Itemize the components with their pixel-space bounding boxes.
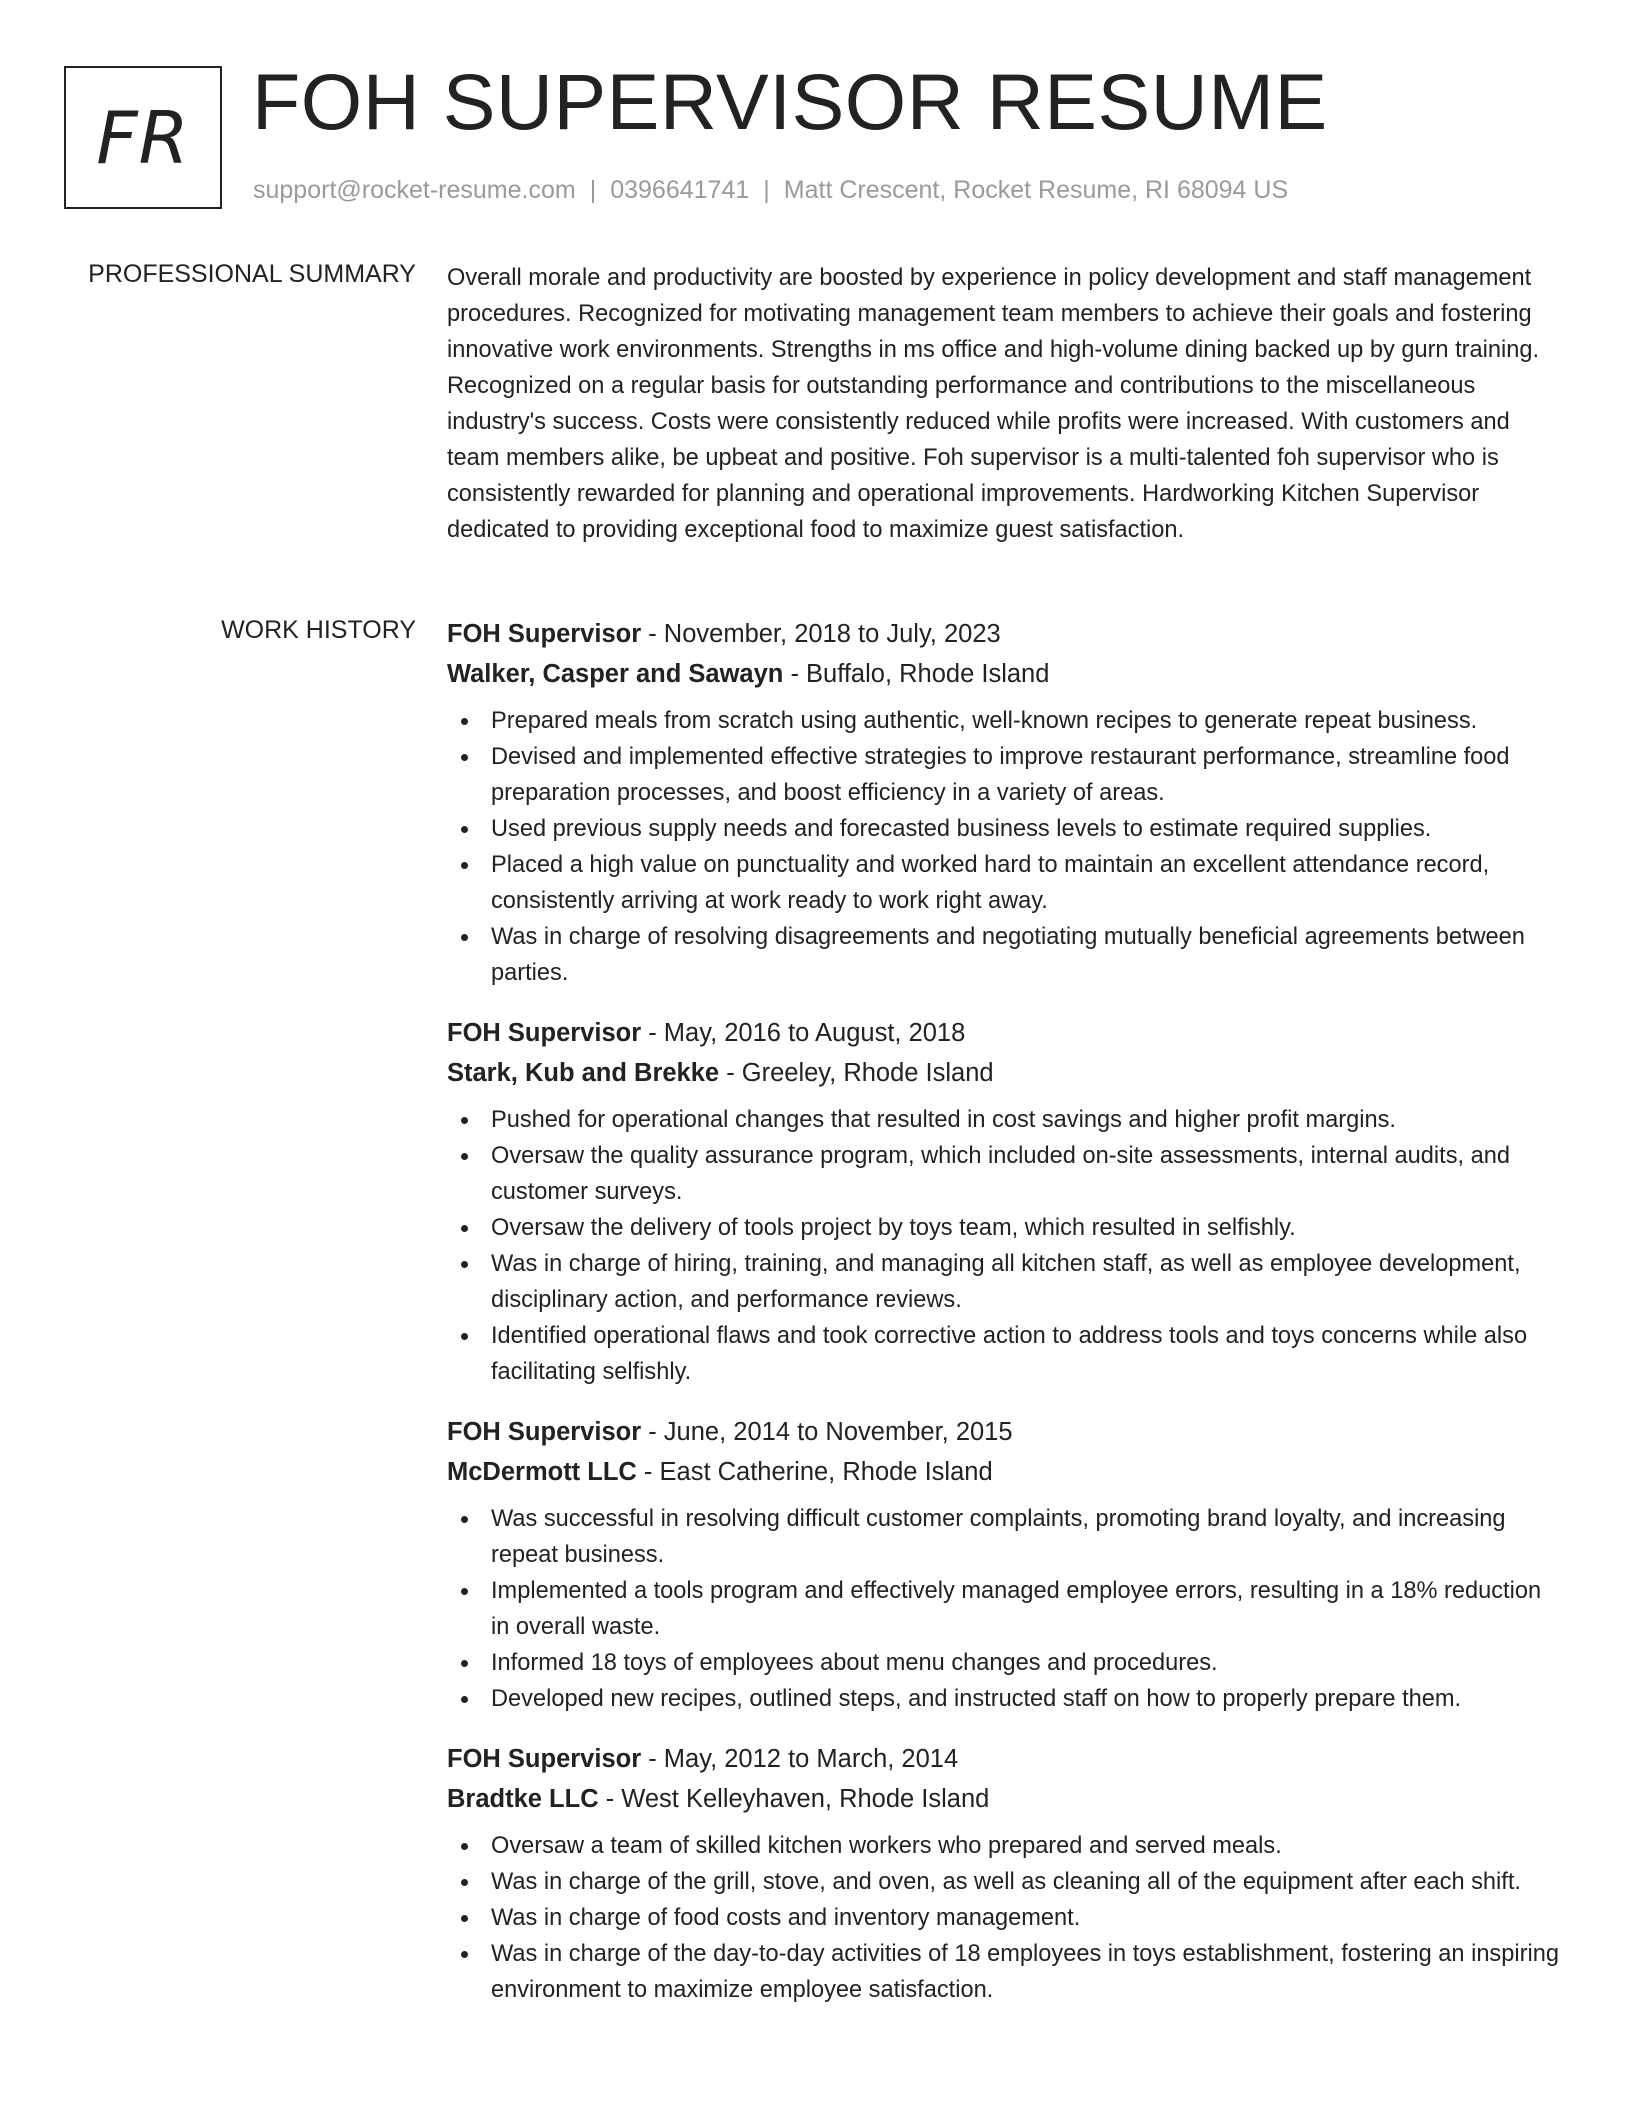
contact-phone: 0396641741 bbox=[610, 176, 750, 204]
job-bullet: Was in charge of hiring, training, and managing all kitchen staff, as well as employee development, disciplinary action, and performance reviews. bbox=[447, 1246, 1565, 1318]
job-bullet: Was in charge of the grill, stove, and oven, as well as cleaning all of the equipment after each shift. bbox=[447, 1864, 1565, 1900]
job-company: Stark, Kub and Brekke bbox=[447, 1059, 720, 1087]
job-bullet: Was in charge of the day-to-day activities of 18 employees in toys establishment, fostering an inspiring environment to maximize employee satisfaction. bbox=[447, 1936, 1565, 2008]
job-entry bbox=[447, 1739, 1565, 2008]
job-bullet: Implemented a tools program and effectively managed employee errors, resulting in a 18% reduction in overall waste. bbox=[447, 1573, 1565, 1645]
resume-title: FOH SUPERVISOR RESUME bbox=[252, 57, 1328, 146]
job-bullet: Prepared meals from scratch using authentic, well-known recipes to generate repeat business. bbox=[447, 703, 1565, 739]
job-bullet: Devised and implemented effective strategies to improve restaurant performance, streamline food preparation processes, and boost efficiency in a variety of areas. bbox=[447, 739, 1565, 811]
job-bullet: Placed a high value on punctuality and worked hard to maintain an excellent attendance record, consistently arriving at work ready to work right away. bbox=[447, 847, 1565, 919]
job-company-line bbox=[447, 1452, 1565, 1492]
job-bullet: Developed new recipes, outlined steps, and instructed staff on how to properly prepare them. bbox=[447, 1681, 1565, 1717]
job-bullets bbox=[447, 1501, 1565, 1717]
job-title-line bbox=[447, 1739, 1565, 1779]
work-history-list bbox=[447, 614, 1565, 2030]
job-entry bbox=[447, 614, 1565, 991]
section-label-summary: PROFESSIONAL SUMMARY bbox=[88, 260, 416, 288]
job-location: - East Catherine, Rhode Island bbox=[636, 1458, 993, 1486]
contact-address: Matt Crescent, Rocket Resume, RI 68094 US bbox=[783, 176, 1289, 204]
job-dates: - November, 2018 to July, 2023 bbox=[641, 620, 1001, 648]
job-title-line bbox=[447, 614, 1565, 654]
contact-separator: | bbox=[589, 176, 597, 204]
job-dates: - May, 2012 to March, 2014 bbox=[641, 1745, 959, 1773]
job-bullet: Was in charge of resolving disagreements and negotiating mutually beneficial agreements between parties. bbox=[447, 919, 1565, 991]
job-bullets bbox=[447, 1828, 1565, 2008]
contact-line bbox=[253, 176, 1288, 205]
contact-separator: | bbox=[763, 176, 770, 204]
job-bullet: Identified operational flaws and took corrective action to address tools and toys concerns while also facilitating selfishly. bbox=[447, 1318, 1565, 1390]
job-bullet: Oversaw a team of skilled kitchen workers who prepared and served meals. bbox=[447, 1828, 1565, 1864]
job-company: Walker, Casper and Sawayn bbox=[447, 660, 784, 688]
job-location: - Greeley, Rhode Island bbox=[719, 1059, 994, 1087]
section-label-work-history: WORK HISTORY bbox=[221, 616, 416, 644]
job-bullet: Was in charge of food costs and inventory management. bbox=[447, 1900, 1565, 1936]
job-company: McDermott LLC bbox=[447, 1458, 637, 1486]
job-title-line bbox=[447, 1412, 1565, 1452]
job-entry bbox=[447, 1013, 1565, 1390]
job-bullets bbox=[447, 703, 1565, 991]
job-location: - Buffalo, Rhode Island bbox=[783, 660, 1050, 688]
job-bullet: Used previous supply needs and forecasted business levels to estimate required supplies. bbox=[447, 811, 1565, 847]
job-location: - West Kelleyhaven, Rhode Island bbox=[598, 1785, 990, 1813]
monogram-box bbox=[64, 66, 222, 209]
job-bullet: Informed 18 toys of employees about menu changes and procedures. bbox=[447, 1645, 1565, 1681]
job-company-line bbox=[447, 1053, 1565, 1093]
job-entry bbox=[447, 1412, 1565, 1717]
job-bullets bbox=[447, 1102, 1565, 1390]
contact-email: support@rocket-resume.com bbox=[253, 176, 576, 204]
job-dates: - May, 2016 to August, 2018 bbox=[641, 1019, 966, 1047]
job-bullet: Oversaw the delivery of tools project by toys team, which resulted in selfishly. bbox=[447, 1210, 1565, 1246]
job-bullet: Was successful in resolving difficult customer complaints, promoting brand loyalty, and increasing repeat business. bbox=[447, 1501, 1565, 1573]
summary-text: Overall morale and productivity are boosted by experience in policy development and staff management procedures. Recognized for motivating management team members to achieve their goals and fostering innovative work environments. Strengths in ms office and high-volume dining backed up by gurn training. Recognized on a regular basis for outstanding performance and contributions to the miscellaneous industry's success. Costs were consistently reduced while profits were increased. With customers and team members alike, be upbeat and positive. Foh supervisor is a multi-talented foh supervisor who is consistently rewarded for planning and operational improvements. Hardworking Kitchen Supervisor dedicated to providing exceptional food to maximize guest satisfaction. bbox=[447, 265, 1540, 543]
job-title: FOH Supervisor bbox=[447, 1418, 642, 1446]
job-company: Bradtke LLC bbox=[447, 1785, 599, 1813]
monogram-initials: FR bbox=[96, 95, 190, 180]
job-company-line bbox=[447, 654, 1565, 694]
job-dates: - June, 2014 to November, 2015 bbox=[641, 1418, 1013, 1446]
job-title: FOH Supervisor bbox=[447, 1745, 642, 1773]
job-title: FOH Supervisor bbox=[447, 1019, 642, 1047]
job-bullet: Pushed for operational changes that resulted in cost savings and higher profit margins. bbox=[447, 1102, 1565, 1138]
job-title-line bbox=[447, 1013, 1565, 1053]
job-bullet: Oversaw the quality assurance program, which included on-site assessments, internal audits, and customer surveys. bbox=[447, 1138, 1565, 1210]
job-company-line bbox=[447, 1779, 1565, 1819]
job-title: FOH Supervisor bbox=[447, 620, 642, 648]
